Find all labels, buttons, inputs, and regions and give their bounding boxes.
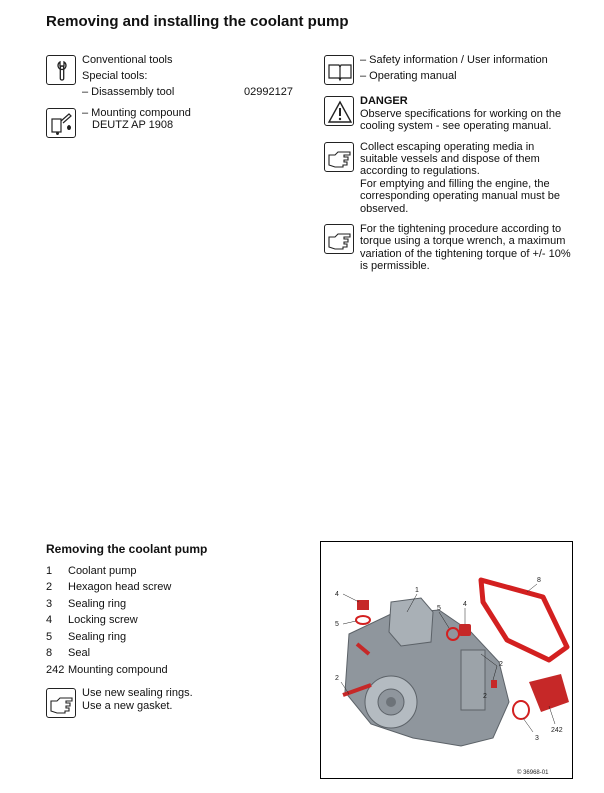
callout-label: 3 <box>535 735 539 742</box>
note2-line-2: torque using a torque wrench, a maximum <box>360 235 566 247</box>
figure-code: © 36968-01 <box>517 770 549 776</box>
note1-line-3: according to regulations. <box>360 165 480 177</box>
note2-line-1: For the tightening procedure according to <box>360 223 562 235</box>
danger-line-2: cooling system - see operating manual. <box>360 120 552 132</box>
legend-label: Locking screw <box>68 614 138 626</box>
pointing-hand-icon <box>324 224 354 254</box>
callout-label: 4 <box>463 601 467 608</box>
note1-line-6: observed. <box>360 203 409 215</box>
gasket-shape <box>481 580 567 660</box>
legend-label: Sealing ring <box>68 631 127 643</box>
note2-line-4: is permissible. <box>360 260 430 272</box>
callout-label: 4 <box>335 591 339 598</box>
legend-number: 5 <box>46 631 53 643</box>
legend-number: 242 <box>46 664 65 676</box>
callout-label: 242 <box>551 727 563 734</box>
page-title: Removing and installing the coolant pump <box>46 13 349 30</box>
compound-icon <box>46 108 76 138</box>
disassembly-tool-label: – Disassembly tool <box>82 86 175 98</box>
callout-label: 5 <box>437 605 441 612</box>
conventional-tools-label: Conventional tools <box>82 54 173 66</box>
pulley-center-shape <box>386 697 396 707</box>
sealing-ring-shape <box>513 701 529 719</box>
callout-label: 2 <box>499 661 503 668</box>
note1-line-5: corresponding operating manual must be <box>360 190 560 202</box>
legend-label: Hexagon head screw <box>68 581 172 593</box>
hexagon-screw-shape <box>491 680 497 688</box>
note3-line-2: Use a new gasket. <box>82 700 173 712</box>
pointing-hand-icon <box>324 142 354 172</box>
pointing-hand-icon <box>46 688 76 718</box>
callout-label: 1 <box>415 587 419 594</box>
pump-flange-shape <box>461 650 485 710</box>
note1-line-4: For emptying and filling the engine, the <box>360 178 550 190</box>
coolant-pump-illustration <box>320 541 573 779</box>
danger-line-1: Observe specifications for working on the <box>360 108 562 120</box>
sealing-ring-shape <box>356 616 370 624</box>
callout-label: 2 <box>335 675 339 682</box>
mounting-compound-name: DEUTZ AP 1908 <box>92 119 174 131</box>
legend-label: Seal <box>68 647 91 659</box>
callout-label: 5 <box>335 621 339 628</box>
safety-info-label: – Safety information / User information <box>360 54 548 66</box>
legend-label: Coolant pump <box>68 565 137 577</box>
callout-label: 8 <box>537 577 541 584</box>
legend-label: Mounting compound <box>68 664 168 676</box>
locking-screw-shape <box>459 624 471 636</box>
locking-screw-shape <box>357 600 369 610</box>
legend-number: 3 <box>46 598 53 610</box>
note2-line-3: variation of the tightening torque of +/- 10% <box>360 248 571 260</box>
callout-label: 2 <box>483 693 487 700</box>
mounting-compound-label: – Mounting compound <box>82 107 191 119</box>
warning-icon <box>324 96 354 126</box>
special-tools-label: Special tools: <box>82 70 148 82</box>
operating-manual-label: – Operating manual <box>360 70 457 82</box>
note1-line-2: suitable vessels and dispose of them <box>360 153 540 165</box>
legend-number: 2 <box>46 581 53 593</box>
note3-line-1: Use new sealing rings. <box>82 687 193 699</box>
danger-heading: DANGER <box>360 95 408 107</box>
wrench-icon <box>46 55 76 85</box>
legend-label: Sealing ring <box>68 598 127 610</box>
legend-number: 8 <box>46 647 53 659</box>
section-heading: Removing the coolant pump <box>46 542 208 556</box>
book-icon <box>324 55 354 85</box>
legend-number: 1 <box>46 565 53 577</box>
note1-line-1: Collect escaping operating media in <box>360 141 535 153</box>
legend-number: 4 <box>46 614 53 626</box>
exploded-view-diagram <box>321 542 573 779</box>
disassembly-tool-number: 02992127 <box>244 86 293 98</box>
